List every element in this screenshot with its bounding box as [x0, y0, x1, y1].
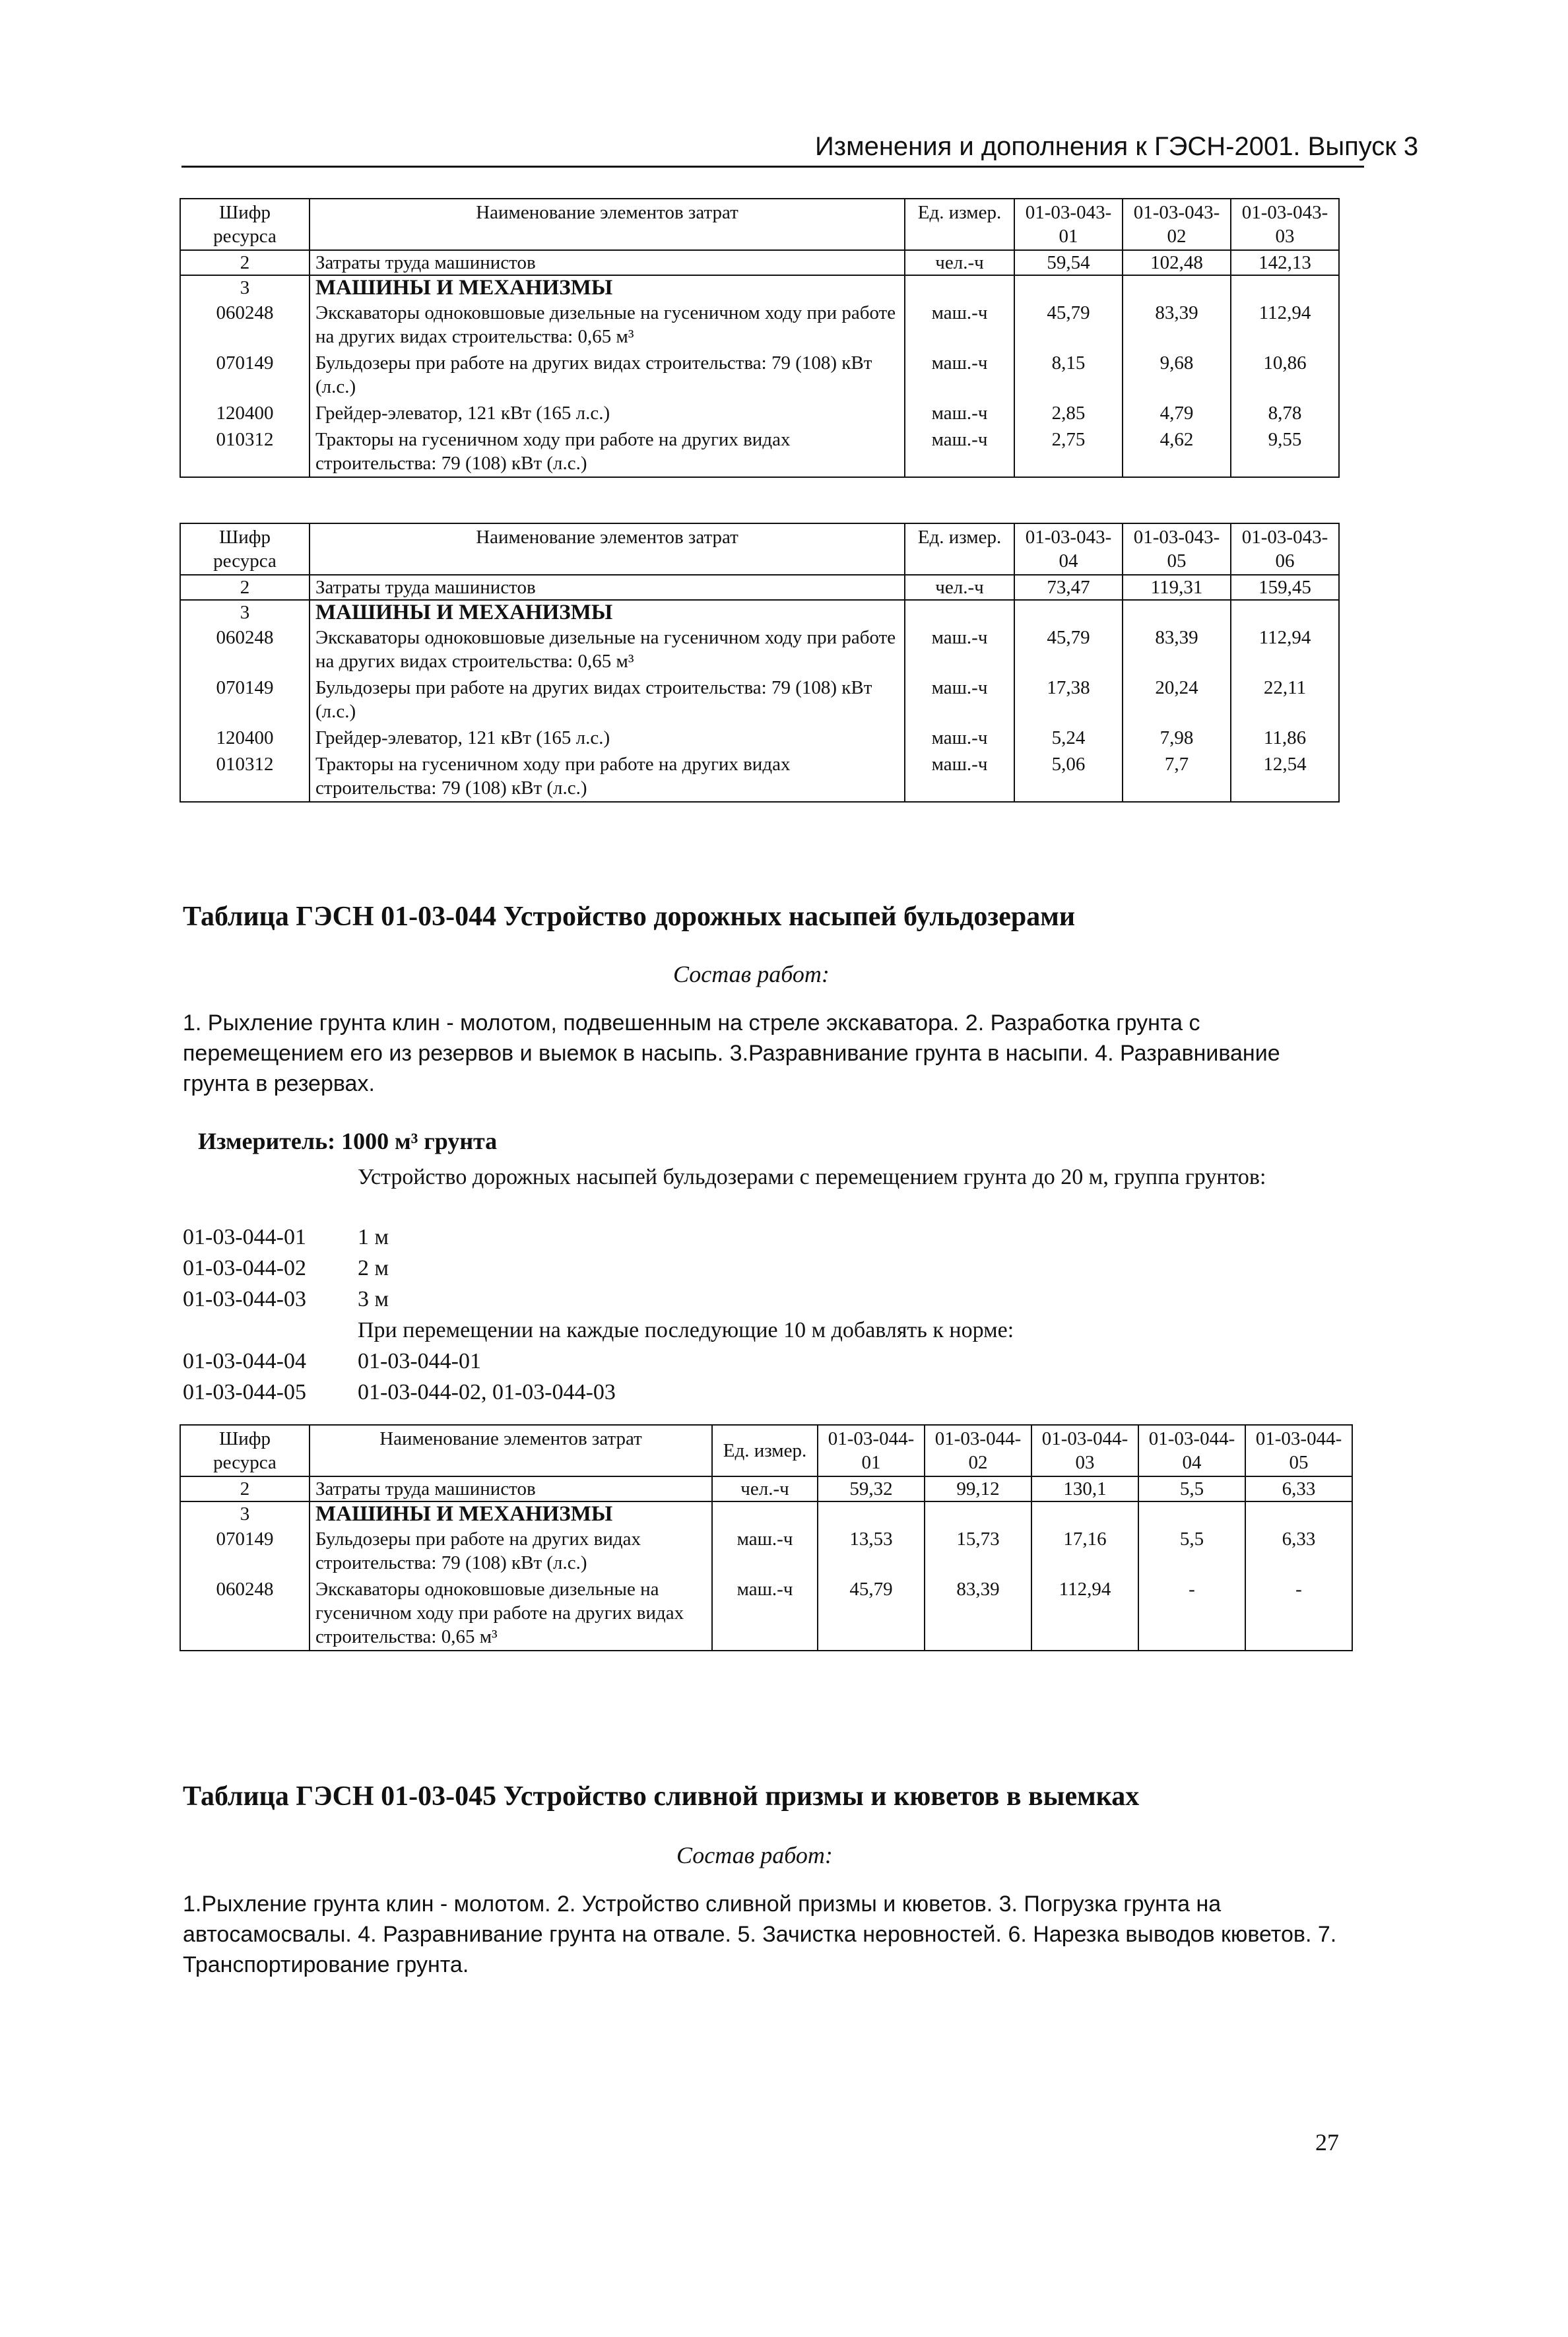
row-name: Бульдозеры при работе на других видах строительства: 79 (108) кВт (л.с.): [310, 675, 905, 725]
row-value: 112,94: [1031, 1576, 1138, 1651]
row-name: Грейдер-элеватор, 121 кВт (165 л.с.): [310, 400, 905, 426]
header-col: 01-03-043-04: [1014, 523, 1123, 575]
row-value: 10,86: [1231, 350, 1339, 400]
row-name: Экскаваторы одноковшовые дизельные на гусеничном ходу при работе на других видах строительства: 0,65 м³: [310, 1576, 712, 1651]
section-name: МАШИНЫ И МЕХАНИЗМЫ: [310, 1501, 712, 1526]
norm-text: 1 м: [358, 1225, 389, 1249]
row-value: 9,55: [1231, 426, 1339, 477]
row-code: 060248: [180, 300, 310, 350]
norm-item: [183, 1285, 389, 1314]
row-value: 112,94: [1231, 624, 1339, 675]
row-unit: чел.-ч: [905, 575, 1014, 600]
table-row: [180, 1526, 1352, 1576]
row-value: 45,79: [818, 1576, 925, 1651]
norm-code: 01-03-044-01: [183, 1225, 306, 1249]
row-unit: маш.-ч: [905, 751, 1014, 802]
row-code: 070149: [180, 350, 310, 400]
row-value: -: [1138, 1576, 1245, 1651]
table-title-045: Таблица ГЭСН 01-03-045 Устройство сливной призмы и кюветов в выемках: [183, 1781, 1140, 1812]
norm-text: 01-03-044-02, 01-03-044-03: [358, 1380, 616, 1404]
meter-value: 1000 м³ грунта: [341, 1128, 498, 1154]
norm-item: [183, 1223, 389, 1252]
section-name: МАШИНЫ И МЕХАНИЗМЫ: [310, 275, 905, 300]
row-value: 15,73: [925, 1526, 1031, 1576]
row-value: 11,86: [1231, 725, 1339, 751]
meter-label: [198, 1127, 497, 1155]
row-value: 8,78: [1231, 400, 1339, 426]
row-unit: чел.-ч: [905, 250, 1014, 275]
row-unit: маш.-ч: [712, 1526, 818, 1576]
row-value: 2,75: [1014, 426, 1123, 477]
additional-intro: При перемещении на каждые последующие 10 м добавлять к норме:: [358, 1318, 1014, 1342]
resource-table-043-a: [180, 198, 1340, 478]
row-value: 22,11: [1231, 675, 1339, 725]
row-value: 99,12: [925, 1476, 1031, 1501]
row-code: 120400: [180, 400, 310, 426]
header-col: 01-03-044-02: [925, 1425, 1031, 1476]
norm-item: [183, 1254, 389, 1283]
row-name: Затраты труда машинистов: [310, 575, 905, 600]
row-value: 73,47: [1014, 575, 1123, 600]
row-name: Тракторы на гусеничном ходу при работе на других видах строительства: 79 (108) кВт (л.с.): [310, 751, 905, 802]
row-unit: маш.-ч: [905, 624, 1014, 675]
row-value: 8,15: [1014, 350, 1123, 400]
table-row: [180, 624, 1339, 675]
row-code: 3: [180, 1501, 310, 1526]
table-row: [180, 426, 1339, 477]
row-value: 17,38: [1014, 675, 1123, 725]
row-name: Тракторы на гусеничном ходу при работе на других видах строительства: 79 (108) кВт (л.с.): [310, 426, 905, 477]
table-title-044: Таблица ГЭСН 01-03-044 Устройство дорожных насыпей бульдозерами: [183, 902, 1076, 932]
row-value: 12,54: [1231, 751, 1339, 802]
section-name: МАШИНЫ И МЕХАНИЗМЫ: [310, 600, 905, 624]
composition-label-044: Состав работ:: [673, 961, 830, 987]
composition-text-045: 1.Рыхление грунта клин - молотом. 2. Устройство сливной призмы и кюветов. 3. Погрузка грунта на автосамосвалы. 4. Разравнивание грунта на отвале. 5. Зачистка неровностей. 6. Нарезка выводов кюветов. 7. Транспортирование грунта.: [183, 1892, 1337, 1977]
row-value: 6,33: [1245, 1526, 1352, 1576]
resource-table-044: [180, 1424, 1353, 1651]
norm-text: 01-03-044-01: [358, 1349, 481, 1373]
table-header-row: [180, 199, 1339, 250]
row-value: 142,13: [1231, 250, 1339, 275]
row-unit: маш.-ч: [905, 400, 1014, 426]
norm-intro: Устройство дорожных насыпей бульдозерами с перемещением грунта до 20 м, группа грунтов:: [358, 1165, 1266, 1189]
labor-row: [180, 1476, 1352, 1501]
row-unit: маш.-ч: [905, 426, 1014, 477]
section-row: [180, 600, 1339, 624]
header-unit: Ед. измер.: [905, 523, 1014, 575]
row-code: 2: [180, 575, 310, 600]
row-value: -: [1245, 1576, 1352, 1651]
table-row: [180, 1576, 1352, 1651]
row-unit: маш.-ч: [905, 675, 1014, 725]
norm-text: 3 м: [358, 1287, 389, 1311]
row-value: 7,7: [1123, 751, 1231, 802]
norm-code: 01-03-044-02: [183, 1256, 306, 1280]
row-code: 010312: [180, 426, 310, 477]
row-name: Экскаваторы одноковшовые дизельные на гусеничном ходу при работе на других видах строительства: 0,65 м³: [310, 300, 905, 350]
table-row: [180, 350, 1339, 400]
header-code: Шифр ресурса: [180, 523, 310, 575]
header-col: 01-03-044-04: [1138, 1425, 1245, 1476]
row-code: 060248: [180, 1576, 310, 1651]
row-value: 20,24: [1123, 675, 1231, 725]
row-value: 59,32: [818, 1476, 925, 1501]
row-code: 2: [180, 1476, 310, 1501]
row-unit: маш.-ч: [905, 725, 1014, 751]
composition-text-044: 1. Рыхление грунта клин - молотом, подвешенным на стреле экскаватора. 2. Разработка грунта с перемещением его из резервов и выемок в насыпь. 3.Разравнивание грунта в насыпи. 4. Разравнивание грунта в резервах.: [183, 1010, 1280, 1096]
header-col: 01-03-043-03: [1231, 199, 1339, 250]
table-row: [180, 751, 1339, 802]
header-col: 01-03-044-05: [1245, 1425, 1352, 1476]
row-value: 13,53: [818, 1526, 925, 1576]
composition-label-045: Состав работ:: [676, 1842, 833, 1868]
row-value: 5,5: [1138, 1476, 1245, 1501]
row-name: Затраты труда машинистов: [310, 250, 905, 275]
row-code: 060248: [180, 624, 310, 675]
header-name: Наименование элементов затрат: [310, 1425, 712, 1476]
row-value: 83,39: [925, 1576, 1031, 1651]
labor-row: [180, 575, 1339, 600]
header-code: Шифр ресурса: [180, 1425, 310, 1476]
norm-code: 01-03-044-04: [183, 1349, 306, 1373]
row-value: 2,85: [1014, 400, 1123, 426]
row-value: 159,45: [1231, 575, 1339, 600]
header-col: 01-03-044-01: [818, 1425, 925, 1476]
row-code: 3: [180, 600, 310, 624]
header-name: Наименование элементов затрат: [310, 523, 905, 575]
row-name: Бульдозеры при работе на других видах строительства: 79 (108) кВт (л.с.): [310, 1526, 712, 1576]
section-row: [180, 1501, 1352, 1526]
header-unit: Ед. измер.: [712, 1425, 818, 1476]
norm-text: 2 м: [358, 1256, 389, 1280]
norm-item: [183, 1378, 616, 1407]
header-code: Шифр ресурса: [180, 199, 310, 250]
norm-code: 01-03-044-05: [183, 1380, 306, 1404]
header-col: 01-03-043-01: [1014, 199, 1123, 250]
running-header: Изменения и дополнения к ГЭСН-2001. Выпуск 3: [815, 132, 1419, 161]
row-value: 102,48: [1123, 250, 1231, 275]
row-name: Экскаваторы одноковшовые дизельные на гусеничном ходу при работе на других видах строительства: 0,65 м³: [310, 624, 905, 675]
header-col: 01-03-043-05: [1123, 523, 1231, 575]
row-value: 6,33: [1245, 1476, 1352, 1501]
row-code: 120400: [180, 725, 310, 751]
row-value: 119,31: [1123, 575, 1231, 600]
row-code: 2: [180, 250, 310, 275]
norm-item: [183, 1347, 481, 1376]
header-col: 01-03-043-02: [1123, 199, 1231, 250]
table-row: [180, 400, 1339, 426]
row-unit: чел.-ч: [712, 1476, 818, 1501]
row-value: 130,1: [1031, 1476, 1138, 1501]
row-value: 5,5: [1138, 1526, 1245, 1576]
row-code: 070149: [180, 1526, 310, 1576]
row-value: 7,98: [1123, 725, 1231, 751]
row-code: 010312: [180, 751, 310, 802]
row-value: 83,39: [1123, 300, 1231, 350]
page-number: 27: [1315, 2129, 1339, 2156]
header-col: 01-03-044-03: [1031, 1425, 1138, 1476]
meter-label-text: Измеритель:: [198, 1128, 336, 1154]
row-value: 83,39: [1123, 624, 1231, 675]
header-unit: Ед. измер.: [905, 199, 1014, 250]
row-value: 17,16: [1031, 1526, 1138, 1576]
row-value: 45,79: [1014, 624, 1123, 675]
table-header-row: [180, 523, 1339, 575]
row-unit: маш.-ч: [905, 300, 1014, 350]
resource-table-043-b: [180, 523, 1340, 803]
table-row: [180, 300, 1339, 350]
row-value: 5,06: [1014, 751, 1123, 802]
row-value: 112,94: [1231, 300, 1339, 350]
row-value: 5,24: [1014, 725, 1123, 751]
section-row: [180, 275, 1339, 300]
row-name: Бульдозеры при работе на других видах строительства: 79 (108) кВт (л.с.): [310, 350, 905, 400]
table-header-row: [180, 1425, 1352, 1476]
header-col: 01-03-043-06: [1231, 523, 1339, 575]
row-value: 4,79: [1123, 400, 1231, 426]
table-row: [180, 675, 1339, 725]
row-unit: маш.-ч: [712, 1576, 818, 1651]
row-name: Затраты труда машинистов: [310, 1476, 712, 1501]
header-name: Наименование элементов затрат: [310, 199, 905, 250]
row-value: 9,68: [1123, 350, 1231, 400]
header-rule: [181, 166, 1364, 168]
row-unit: маш.-ч: [905, 350, 1014, 400]
row-name: Грейдер-элеватор, 121 кВт (165 л.с.): [310, 725, 905, 751]
row-value: 4,62: [1123, 426, 1231, 477]
row-code: 3: [180, 275, 310, 300]
row-value: 45,79: [1014, 300, 1123, 350]
row-value: 59,54: [1014, 250, 1123, 275]
row-code: 070149: [180, 675, 310, 725]
labor-row: [180, 250, 1339, 275]
norm-code: 01-03-044-03: [183, 1287, 306, 1311]
table-row: [180, 725, 1339, 751]
